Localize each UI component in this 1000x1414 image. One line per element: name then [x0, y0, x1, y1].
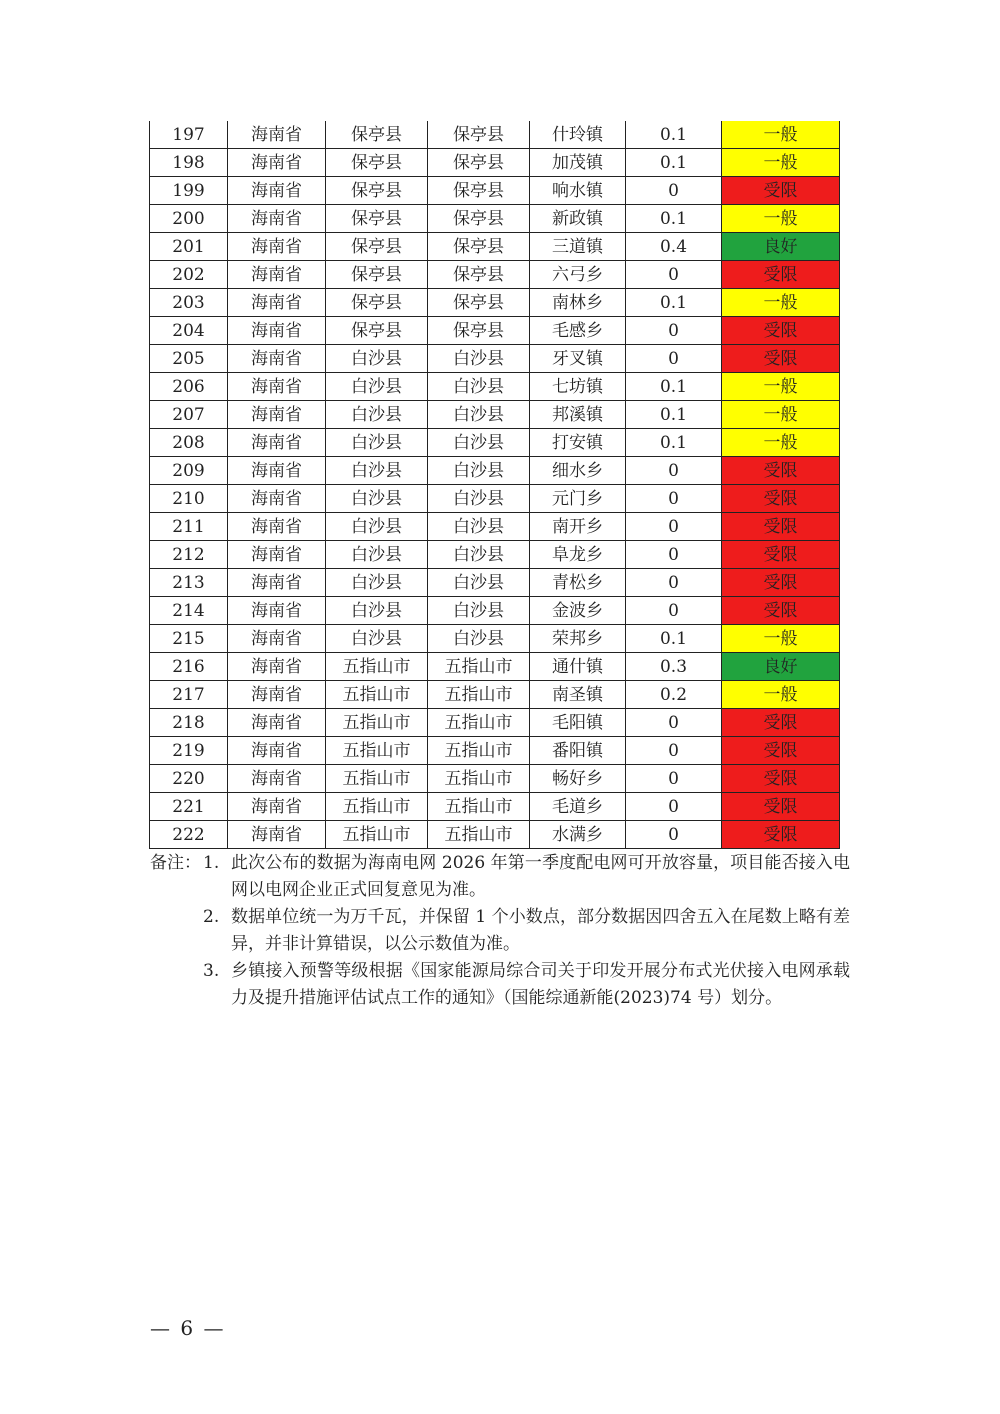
city-cell: 白沙县 [326, 345, 428, 373]
county-cell: 五指山市 [428, 793, 530, 821]
town-cell: 打安镇 [530, 429, 626, 457]
province-cell: 海南省 [228, 149, 326, 177]
table-row [150, 233, 840, 261]
warning-level-cell: 一般 [722, 373, 840, 401]
capacity-cell: 0.1 [626, 121, 722, 149]
town-cell: 南圣镇 [530, 681, 626, 709]
warning-level-cell: 良好 [722, 653, 840, 681]
county-cell: 保亭县 [428, 233, 530, 261]
note-item [150, 904, 850, 958]
town-cell: 番阳镇 [530, 737, 626, 765]
capacity-cell: 0 [626, 765, 722, 793]
town-cell: 金波乡 [530, 597, 626, 625]
note-text: 数据单位统一为万千瓦，并保留 1 个小数点，部分数据因四舍五入在尾数上略有差异，并非计算错误，以公示数值为准。 [231, 907, 850, 954]
capacity-cell: 0 [626, 345, 722, 373]
county-cell: 白沙县 [428, 569, 530, 597]
city-cell: 保亭县 [326, 149, 428, 177]
capacity-cell: 0 [626, 457, 722, 485]
province-cell: 海南省 [228, 429, 326, 457]
table-body [150, 121, 840, 849]
province-cell: 海南省 [228, 205, 326, 233]
table-row [150, 429, 840, 457]
table-row [150, 205, 840, 233]
town-cell: 细水乡 [530, 457, 626, 485]
capacity-cell: 0 [626, 597, 722, 625]
warning-level-cell: 受限 [722, 485, 840, 513]
row-number-cell: 217 [150, 681, 228, 709]
row-number-cell: 211 [150, 513, 228, 541]
warning-level-cell: 受限 [722, 765, 840, 793]
county-cell: 保亭县 [428, 317, 530, 345]
county-cell: 保亭县 [428, 289, 530, 317]
row-number-cell: 200 [150, 205, 228, 233]
capacity-cell: 0.1 [626, 373, 722, 401]
city-cell: 保亭县 [326, 233, 428, 261]
capacity-cell: 0 [626, 317, 722, 345]
city-cell: 五指山市 [326, 653, 428, 681]
note-text: 乡镇接入预警等级根据《国家能源局综合司关于印发开展分布式光伏接入电网承载力及提升措施评估试点工作的通知》（国能综通新能(2023)74 号）划分。 [231, 961, 850, 1008]
capacity-cell: 0 [626, 737, 722, 765]
table-row [150, 709, 840, 737]
town-cell: 阜龙乡 [530, 541, 626, 569]
table-row [150, 485, 840, 513]
province-cell: 海南省 [228, 289, 326, 317]
province-cell: 海南省 [228, 513, 326, 541]
county-cell: 白沙县 [428, 485, 530, 513]
capacity-cell: 0 [626, 261, 722, 289]
city-cell: 五指山市 [326, 765, 428, 793]
warning-level-cell: 受限 [722, 261, 840, 289]
capacity-cell: 0.1 [626, 429, 722, 457]
capacity-cell: 0 [626, 821, 722, 849]
province-cell: 海南省 [228, 345, 326, 373]
town-cell: 七坊镇 [530, 373, 626, 401]
province-cell: 海南省 [228, 625, 326, 653]
city-cell: 白沙县 [326, 401, 428, 429]
town-cell: 邦溪镇 [530, 401, 626, 429]
table-row [150, 261, 840, 289]
warning-level-cell: 受限 [722, 737, 840, 765]
warning-level-cell: 一般 [722, 401, 840, 429]
table-row [150, 597, 840, 625]
county-cell: 五指山市 [428, 681, 530, 709]
province-cell: 海南省 [228, 765, 326, 793]
row-number-cell: 221 [150, 793, 228, 821]
province-cell: 海南省 [228, 401, 326, 429]
row-number-cell: 212 [150, 541, 228, 569]
city-cell: 白沙县 [326, 597, 428, 625]
table-row [150, 345, 840, 373]
town-cell: 南林乡 [530, 289, 626, 317]
city-cell: 白沙县 [326, 541, 428, 569]
province-cell: 海南省 [228, 373, 326, 401]
town-cell: 毛道乡 [530, 793, 626, 821]
warning-level-cell: 一般 [722, 149, 840, 177]
city-cell: 白沙县 [326, 625, 428, 653]
county-cell: 保亭县 [428, 121, 530, 149]
capacity-cell: 0 [626, 709, 722, 737]
province-cell: 海南省 [228, 317, 326, 345]
city-cell: 保亭县 [326, 317, 428, 345]
city-cell: 保亭县 [326, 177, 428, 205]
town-cell: 三道镇 [530, 233, 626, 261]
city-cell: 五指山市 [326, 793, 428, 821]
capacity-cell: 0 [626, 177, 722, 205]
warning-level-cell: 受限 [722, 709, 840, 737]
town-cell: 新政镇 [530, 205, 626, 233]
province-cell: 海南省 [228, 821, 326, 849]
capacity-cell: 0.1 [626, 289, 722, 317]
capacity-cell: 0.1 [626, 401, 722, 429]
province-cell: 海南省 [228, 737, 326, 765]
county-cell: 白沙县 [428, 401, 530, 429]
table-row [150, 401, 840, 429]
county-cell: 白沙县 [428, 513, 530, 541]
table-row [150, 513, 840, 541]
province-cell: 海南省 [228, 709, 326, 737]
row-number-cell: 204 [150, 317, 228, 345]
town-cell: 荣邦乡 [530, 625, 626, 653]
town-cell: 通什镇 [530, 653, 626, 681]
capacity-cell: 0.2 [626, 681, 722, 709]
city-cell: 白沙县 [326, 373, 428, 401]
note-text: 此次公布的数据为海南电网 2026 年第一季度配电网可开放容量，项目能否接入电网以电网企业正式回复意见为准。 [231, 853, 850, 900]
city-cell: 白沙县 [326, 513, 428, 541]
county-cell: 白沙县 [428, 429, 530, 457]
province-cell: 海南省 [228, 597, 326, 625]
city-cell: 五指山市 [326, 681, 428, 709]
county-cell: 五指山市 [428, 737, 530, 765]
warning-level-cell: 受限 [722, 793, 840, 821]
table-row [150, 373, 840, 401]
city-cell: 保亭县 [326, 261, 428, 289]
town-cell: 元门乡 [530, 485, 626, 513]
row-number-cell: 197 [150, 121, 228, 149]
table-row [150, 317, 840, 345]
capacity-cell: 0.1 [626, 625, 722, 653]
row-number-cell: 215 [150, 625, 228, 653]
county-cell: 保亭县 [428, 205, 530, 233]
capacity-table [149, 121, 840, 849]
province-cell: 海南省 [228, 261, 326, 289]
warning-level-cell: 一般 [722, 121, 840, 149]
row-number-cell: 206 [150, 373, 228, 401]
county-cell: 五指山市 [428, 821, 530, 849]
capacity-cell: 0.1 [626, 149, 722, 177]
province-cell: 海南省 [228, 121, 326, 149]
table-row [150, 457, 840, 485]
row-number-cell: 222 [150, 821, 228, 849]
warning-level-cell: 一般 [722, 429, 840, 457]
table-row [150, 289, 840, 317]
county-cell: 白沙县 [428, 541, 530, 569]
row-number-cell: 201 [150, 233, 228, 261]
town-cell: 南开乡 [530, 513, 626, 541]
province-cell: 海南省 [228, 233, 326, 261]
capacity-cell: 0 [626, 569, 722, 597]
province-cell: 海南省 [228, 177, 326, 205]
city-cell: 保亭县 [326, 121, 428, 149]
table-row [150, 653, 840, 681]
city-cell: 白沙县 [326, 457, 428, 485]
row-number-cell: 202 [150, 261, 228, 289]
row-number-cell: 208 [150, 429, 228, 457]
row-number-cell: 216 [150, 653, 228, 681]
warning-level-cell: 一般 [722, 205, 840, 233]
note-number: 1. [203, 853, 220, 873]
county-cell: 五指山市 [428, 765, 530, 793]
note-item [150, 958, 850, 1012]
row-number-cell: 220 [150, 765, 228, 793]
town-cell: 什玲镇 [530, 121, 626, 149]
row-number-cell: 198 [150, 149, 228, 177]
county-cell: 白沙县 [428, 597, 530, 625]
note-item [150, 850, 850, 904]
warning-level-cell: 受限 [722, 317, 840, 345]
table-row [150, 737, 840, 765]
town-cell: 六弓乡 [530, 261, 626, 289]
capacity-cell: 0 [626, 793, 722, 821]
table-row [150, 821, 840, 849]
capacity-cell: 0 [626, 541, 722, 569]
warning-level-cell: 受限 [722, 597, 840, 625]
county-cell: 白沙县 [428, 373, 530, 401]
town-cell: 毛阳镇 [530, 709, 626, 737]
row-number-cell: 209 [150, 457, 228, 485]
table-row [150, 569, 840, 597]
province-cell: 海南省 [228, 681, 326, 709]
warning-level-cell: 一般 [722, 289, 840, 317]
town-cell: 牙叉镇 [530, 345, 626, 373]
town-cell: 加茂镇 [530, 149, 626, 177]
province-cell: 海南省 [228, 569, 326, 597]
city-cell: 保亭县 [326, 205, 428, 233]
notes-section [150, 850, 850, 1012]
warning-level-cell: 受限 [722, 345, 840, 373]
table-row [150, 149, 840, 177]
province-cell: 海南省 [228, 485, 326, 513]
city-cell: 五指山市 [326, 709, 428, 737]
county-cell: 五指山市 [428, 709, 530, 737]
county-cell: 白沙县 [428, 625, 530, 653]
warning-level-cell: 受限 [722, 569, 840, 597]
table-row [150, 121, 840, 149]
capacity-cell: 0.3 [626, 653, 722, 681]
page-number: — 6 — [150, 1316, 226, 1340]
town-cell: 响水镇 [530, 177, 626, 205]
row-number-cell: 219 [150, 737, 228, 765]
note-number: 3. [203, 961, 220, 981]
warning-level-cell: 受限 [722, 513, 840, 541]
row-number-cell: 203 [150, 289, 228, 317]
province-cell: 海南省 [228, 457, 326, 485]
province-cell: 海南省 [228, 541, 326, 569]
city-cell: 五指山市 [326, 737, 428, 765]
town-cell: 畅好乡 [530, 765, 626, 793]
town-cell: 青松乡 [530, 569, 626, 597]
city-cell: 保亭县 [326, 289, 428, 317]
county-cell: 白沙县 [428, 457, 530, 485]
row-number-cell: 205 [150, 345, 228, 373]
county-cell: 保亭县 [428, 149, 530, 177]
city-cell: 白沙县 [326, 485, 428, 513]
city-cell: 白沙县 [326, 569, 428, 597]
row-number-cell: 214 [150, 597, 228, 625]
capacity-cell: 0.1 [626, 205, 722, 233]
capacity-cell: 0.4 [626, 233, 722, 261]
notes-label: 备注： [150, 853, 201, 873]
row-number-cell: 207 [150, 401, 228, 429]
warning-level-cell: 受限 [722, 457, 840, 485]
town-cell: 水满乡 [530, 821, 626, 849]
province-cell: 海南省 [228, 653, 326, 681]
warning-level-cell: 受限 [722, 177, 840, 205]
table-row [150, 625, 840, 653]
row-number-cell: 210 [150, 485, 228, 513]
capacity-cell: 0 [626, 485, 722, 513]
table-row [150, 177, 840, 205]
table-row [150, 765, 840, 793]
county-cell: 白沙县 [428, 345, 530, 373]
row-number-cell: 199 [150, 177, 228, 205]
capacity-cell: 0 [626, 513, 722, 541]
warning-level-cell: 受限 [722, 541, 840, 569]
town-cell: 毛感乡 [530, 317, 626, 345]
province-cell: 海南省 [228, 793, 326, 821]
table-row [150, 681, 840, 709]
row-number-cell: 218 [150, 709, 228, 737]
note-number: 2. [203, 907, 220, 927]
city-cell: 五指山市 [326, 821, 428, 849]
warning-level-cell: 良好 [722, 233, 840, 261]
table-row [150, 541, 840, 569]
warning-level-cell: 受限 [722, 821, 840, 849]
warning-level-cell: 一般 [722, 625, 840, 653]
row-number-cell: 213 [150, 569, 228, 597]
table-row [150, 793, 840, 821]
city-cell: 白沙县 [326, 429, 428, 457]
warning-level-cell: 一般 [722, 681, 840, 709]
county-cell: 保亭县 [428, 261, 530, 289]
county-cell: 五指山市 [428, 653, 530, 681]
county-cell: 保亭县 [428, 177, 530, 205]
